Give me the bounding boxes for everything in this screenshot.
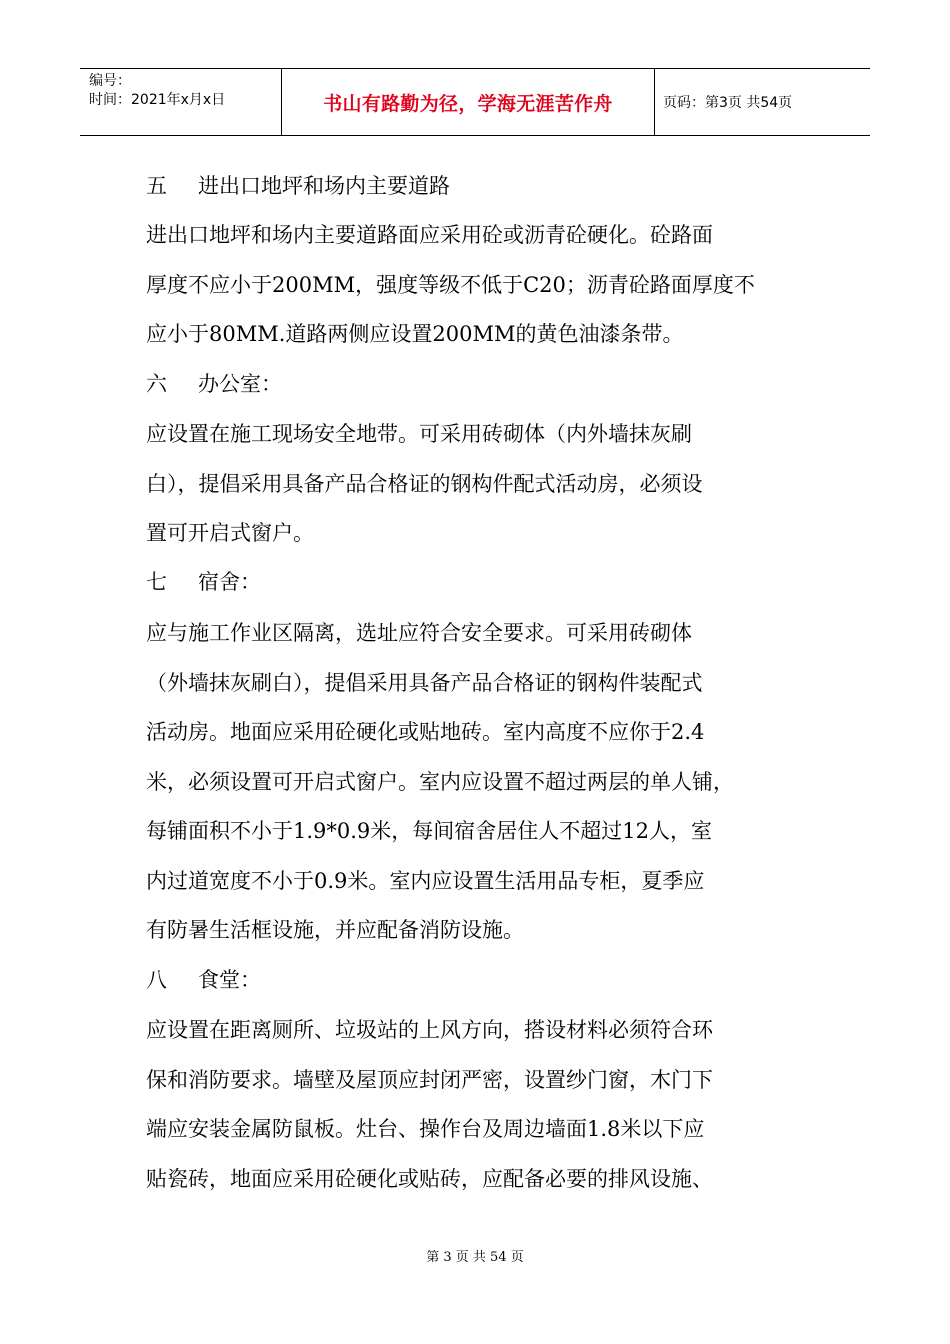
body-line: 应设置在施工现场安全地带。可采用砖砌体（内外墙抹灰刷 [146, 422, 692, 446]
header-motto-cell [282, 69, 655, 135]
body-line: 有防暑生活框设施，并应配备消防设施。 [146, 918, 524, 942]
body-line: 每铺面积不小于1.9*0.9米，每间宿舍居住人不超过12人，室 [146, 819, 713, 843]
body-line: 进出口地坪和场内主要道路面应采用砼或沥青砼硬化。砼路面 [146, 223, 713, 247]
section-heading [146, 966, 261, 994]
header-page-cell [655, 69, 870, 135]
section-number: 五 [146, 174, 167, 198]
body-line: 应设置在距离厕所、垃圾站的上风方向，搭设材料必须符合环 [146, 1018, 713, 1042]
body-line: 置可开启式窗户。 [146, 521, 314, 545]
section-number: 八 [146, 968, 167, 992]
body-line: 贴瓷砖，地面应采用砼硬化或贴砖，应配备必要的排风设施、 [146, 1166, 713, 1191]
section-body [146, 410, 826, 559]
section-number: 七 [146, 570, 167, 594]
section-heading [146, 568, 261, 596]
section-title: 宿舍： [198, 570, 261, 594]
page-footer: 第 3 页 共 54 页 [426, 1250, 524, 1265]
serial-label: 编号： [89, 73, 131, 89]
body-line: 应与施工作业区隔离，选址应符合安全要求。可采用砖砌体 [146, 621, 692, 645]
section-title: 办公室： [198, 372, 282, 396]
section-body [146, 609, 826, 956]
section-title: 进出口地坪和场内主要道路 [198, 174, 450, 198]
body-line: 米，必须设置可开启式窗户。室内应设置不超过两层的单人铺， [146, 769, 734, 794]
section-heading [146, 370, 282, 398]
motto: 书山有路勤为径，学海无涯苦作舟 [323, 92, 613, 115]
page-info: 页码：第3页 共54页 [663, 95, 793, 111]
body-line: 内过道宽度不小于0.9米。室内应设置生活用品专柜，夏季应 [146, 868, 705, 893]
body-line: 应小于80MM.道路两侧应设置200MM的黄色油漆条带。 [146, 322, 684, 346]
section-title: 食堂： [198, 968, 261, 992]
time-label: 时间：2021年x月x日 [89, 92, 226, 108]
section-body [146, 211, 826, 360]
body-line: 端应安装金属防鼠板。灶台、操作台及周边墙面1.8米以下应 [146, 1117, 705, 1141]
body-line: 白），提倡采用具备产品合格证的钢构件配式活动房，必须设 [146, 471, 703, 496]
section-heading [146, 172, 450, 200]
body-line: 保和消防要求。墙壁及屋顶应封闭严密，设置纱门窗，木门下 [146, 1067, 713, 1092]
body-line: 厚度不应小于200MM，强度等级不低于C20；沥青砼路面厚度不 [146, 272, 755, 297]
page-header [80, 68, 870, 136]
body-line: （外墙抹灰刷白），提倡采用具备产品合格证的钢构件装配式 [146, 670, 703, 695]
section-body [146, 1006, 826, 1204]
header-meta [80, 69, 282, 135]
body-line: 活动房。地面应采用砼硬化或贴地砖。室内高度不应你于2.4 [146, 720, 705, 744]
section-number: 六 [146, 372, 167, 396]
